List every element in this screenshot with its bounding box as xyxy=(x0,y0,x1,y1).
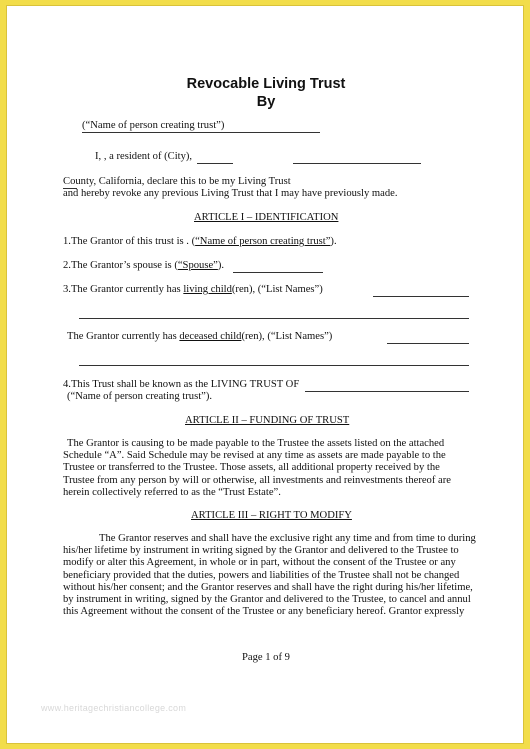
living-children-underline xyxy=(373,296,469,297)
city-underline xyxy=(197,163,233,164)
page-number: Page 1 of 9 xyxy=(242,652,290,663)
paragraph-line: without his/her consent; and the Grantor reserves and shall have the right during his/her lifetime, xyxy=(63,581,473,593)
paragraph-line: The Grantor reserves and shall have the exclusive right any time and from time to during xyxy=(99,533,476,544)
document-title-by: By xyxy=(256,94,276,110)
deceased-children-line: The Grantor currently has deceased child(ren), (“List Names”) xyxy=(67,331,333,342)
living-children-names-line xyxy=(79,318,469,319)
living-children-word: living child xyxy=(183,284,232,295)
trust-name-underline xyxy=(305,391,469,392)
article-1-heading: ARTICLE I – IDENTIFICATION xyxy=(194,212,339,223)
document-page xyxy=(6,5,524,744)
deceased-children-names-line xyxy=(79,365,469,366)
creator-name-underline xyxy=(82,132,320,133)
paragraph-line: by instrument in writing, signed by the Grantor and delivered to the Trustee, to cancel and annul xyxy=(63,594,471,606)
spouse-name: “Spouse” xyxy=(177,260,218,271)
resident-line: I, , a resident of (City), xyxy=(95,151,193,162)
article-3-heading: ARTICLE III – RIGHT TO MODIFY xyxy=(191,510,352,521)
paragraph-line: Schedule “A”. Said Schedule may be revised at any time as assets are made payable to the xyxy=(63,450,446,462)
paragraph-line: Trustee or transferred to the Trustee. Those assets, all additional property received by the xyxy=(63,462,440,474)
watermark: www.heritagechristiancollege.com xyxy=(41,703,187,713)
paragraph-line: his/her lifetime by instrument in writing signed by the Grantor and delivered to the Trustee to xyxy=(63,545,459,557)
revoke-line: and hereby revoke any previous Living Trust that I may have previously made. xyxy=(63,188,398,199)
paragraph-line: The Grantor is causing to be made payable to the Trustee the assets listed on the attached xyxy=(67,438,445,449)
grantor-name: “Name of person creating trust” xyxy=(195,236,331,247)
county-blank-underline xyxy=(293,163,421,164)
spouse-line: 2.The Grantor’s spouse is (“Spouse”). xyxy=(63,260,225,271)
deceased-children-word: deceased child xyxy=(179,331,242,342)
paragraph-line: modify or alter this Agreement, in whole or in part, without the consent of the Trustee or any xyxy=(63,557,456,569)
living-children-line: 3.The Grantor currently has living child(ren), (“List Names”) xyxy=(63,284,323,295)
creator-name-field: (“Name of person creating trust”) xyxy=(82,120,225,131)
grantor-line: 1.The Grantor of this trust is . (“Name of person creating trust”). xyxy=(63,236,337,247)
document-title: Revocable Living Trust xyxy=(186,76,346,92)
article-3-body xyxy=(63,533,483,618)
article-2-heading: ARTICLE II – FUNDING OF TRUST xyxy=(185,415,350,426)
paragraph-line: herein collectively referred to as the “Trust Estate”. xyxy=(63,486,281,498)
trust-creator-name: (“Name of person creating trust”). xyxy=(67,391,213,402)
county-line: County, California, declare this to be my Living Trust xyxy=(63,176,291,187)
paragraph-line: Trustee from any person by will or otherwise, all investments and reinvestments thereof are xyxy=(63,474,451,486)
paragraph-line: beneficiary provided that the duties, powers and liabilities of the Trustee shall not be changed xyxy=(63,569,460,581)
deceased-children-underline xyxy=(387,343,469,344)
article-2-body xyxy=(63,438,483,499)
spouse-underline xyxy=(233,272,323,273)
trust-known-as-line: 4.This Trust shall be known as the LIVING TRUST OF xyxy=(63,379,300,390)
paragraph-line: this Agreement without the consent of the Trustee or any beneficiary hereof. Grantor expressly xyxy=(63,606,465,618)
